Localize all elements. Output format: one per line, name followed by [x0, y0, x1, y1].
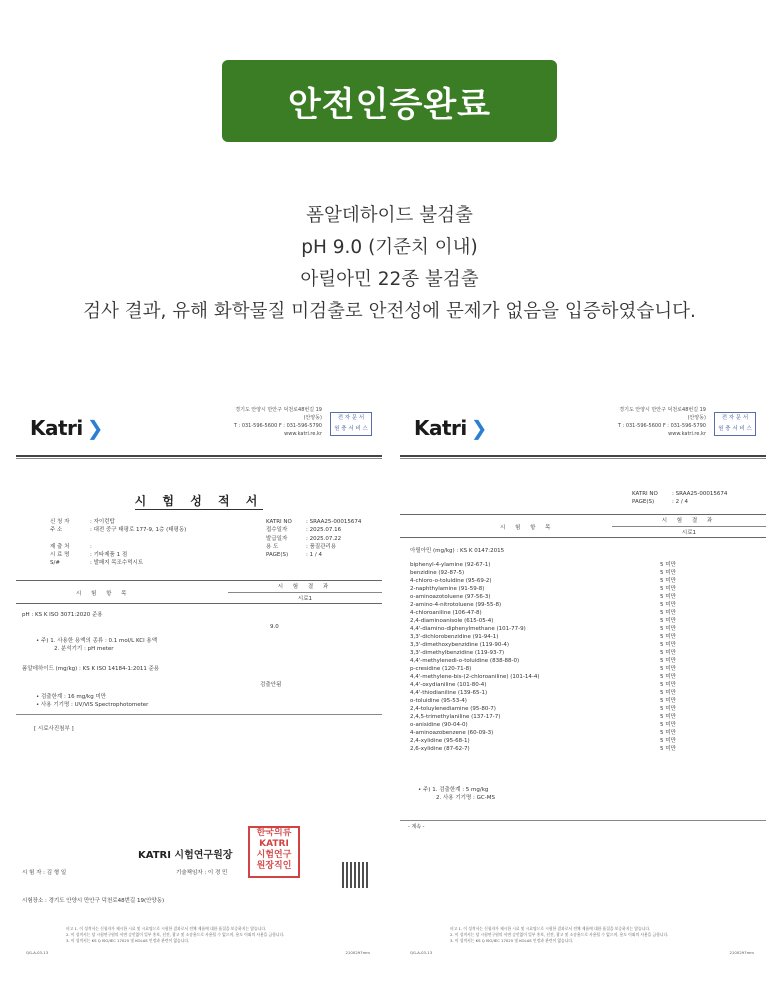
amine-row: o-toluidine (95-53-4) 5 미만: [410, 698, 676, 704]
summary-line: 폼알데하이드 불검출: [306, 205, 473, 226]
official-seal: 한국의류 KATRI 시험연구 원장직인: [248, 826, 300, 878]
report-info: [266, 518, 361, 559]
summary-line: 검사 결과, 유해 화학물질 미검출로 안전성에 문제가 없음을 입증하였습니다.: [83, 301, 696, 322]
info-row: S/# : 발패지 목조수먹시트: [50, 560, 144, 567]
amine-row: 4,4'-diamino-diphenylmethane (101-77-9) 5 미만: [410, 626, 676, 632]
info-row: [50, 535, 186, 543]
table-header: 시 험 항 목 시 험 결 과 시료1: [400, 514, 766, 538]
katri-logo: Katri ❯: [414, 416, 488, 440]
form-code: QG-A-03-13: [410, 950, 433, 955]
header-address: 경기도 안양시 만안구 덕천로48번길 19 (안양동) T : 031-596-5600 F : 031-596-5790 www.katri.re.kr: [233, 407, 322, 437]
e-document-stamp: 전 자 문 서 원 충 서 비 스: [330, 412, 372, 436]
amine-row: o-anisidine (90-04-0) 5 미만: [410, 722, 676, 728]
paper-size: 210X297mm: [729, 950, 754, 955]
amine-row: 2,4,5-trimethylaniline (137-17-7) 5 미만: [410, 714, 676, 720]
info-row: KATRI NO : SRAA25-00015674: [266, 519, 362, 525]
safety-cert-badge: 안전인증완료: [222, 60, 557, 142]
summary-line: pH 9.0 (기준치 이내): [301, 237, 478, 258]
amine-list: [410, 561, 766, 753]
director-signature: KATRI 시험연구원장: [138, 850, 233, 861]
paper-size: 210X297mm: [345, 950, 370, 955]
summary-text: [0, 200, 779, 328]
ph-note: 2. 분석기기 : pH meter: [54, 646, 114, 652]
info-row: 시 료 명 : 기타제품 1 점: [50, 552, 128, 559]
tech-manager: 기술책임자 : 이 경 민: [176, 870, 228, 876]
amine-row: 2,6-xylidine (87-62-7) 5 미만: [410, 746, 676, 752]
amine-row: 4-aminoazobenzene (60-09-3) 5 미만: [410, 730, 676, 736]
info-row: 발급일자 : 2025.07.22: [266, 535, 342, 542]
continued-label: - 계속 -: [408, 824, 425, 830]
katri-logo: Katri ❯: [30, 416, 104, 440]
info-row: 주 소 : 대전 중구 태평로 177-9, 1층 (태평동): [50, 527, 187, 534]
photo-label: [ 시료사진첨부 ]: [34, 726, 74, 732]
report-info: KATRI NO : SRAA25-00015674 PAGE(S) : 2 / 4: [632, 491, 728, 505]
qr-code-icon: [342, 862, 368, 888]
amine-row: p-cresidine (120-71-8) 5 미만: [410, 666, 676, 672]
amine-row: 2-naphthylamine (91-59-8) 5 미만: [410, 586, 676, 592]
footnotes: 비고 1. 이 성적서는 신청자가 제시한 시료 및 시료명으로 시험한 결과로서 전체 제품에 대한 품질을 보증하지는 않습니다. 2. 이 성적서는 당 시험연구원의 서면 승인없이 일부 홍보, 선전, 광고 및 소송용으로 사용될 수 없으며, 용도 이외의 사용을 금합니다. 3. 이 성적서는 KS Q ISO/IEC 17025 및 KOLAS 인정과 관련이 없습니다.: [450, 926, 669, 943]
info-row: 용 도 : 품질관리용: [266, 543, 337, 550]
test-report-page-1: [16, 398, 382, 968]
amine-row: 3,3'-dimethylbenzidine (119-93-7) 5 미만: [410, 650, 676, 656]
hcho-note: • 사용 기기명 : UV/VIS Spectrophotometer: [36, 702, 149, 708]
amine-row: 2,4-diaminoanisole (615-05-4) 5 미만: [410, 618, 676, 624]
hcho-label: 폼알데하이드 (mg/kg) : KS K ISO 14184-1:2011 준용: [22, 666, 160, 672]
amine-row: 4,4'-thiodianiline (139-65-1) 5 미만: [410, 690, 676, 696]
amine-row: 4-chloroaniline (106-47-8) 5 미만: [410, 610, 676, 616]
header-address: 경기도 안양시 만안구 덕천로48번길 19 (안양동) T : 031-596-5600 F : 031-596-5790 www.katri.re.kr: [617, 407, 706, 437]
info-row: 접수일자 : 2025.07.16: [266, 527, 342, 534]
amine-row: 4,4'-oxydianiline (101-80-4) 5 미만: [410, 682, 676, 688]
applicant-info: [50, 518, 186, 568]
amine-row: biphenyl-4-ylamine (92-67-1) 5 미만: [410, 562, 676, 568]
ph-value: 9.0: [270, 624, 279, 630]
form-code: QG-A-03-13: [26, 950, 49, 955]
ph-label: pH : KS K ISO 3071:2020 준용: [22, 612, 103, 618]
summary-line: 아릴아민 22종 불검출: [300, 269, 479, 290]
amine-row: 3,3'-dimethoxybenzidine (119-90-4) 5 미만: [410, 642, 676, 648]
e-document-stamp: 전 자 문 서 원 충 서 비 스: [714, 412, 756, 436]
tester: 시 험 자 : 김 형 일: [22, 870, 67, 876]
amine-row: 2,4-toluylenediamine (95-80-7) 5 미만: [410, 706, 676, 712]
info-row: PAGE(S) : 1 / 4: [266, 552, 322, 559]
amine-row: 3,3'-dichlorobenzidine (91-94-1) 5 미만: [410, 634, 676, 640]
amine-row: 4,4'-methylenedi-o-toluidine (838-88-0) 5 미만: [410, 658, 676, 664]
test-report-page-2: [400, 398, 766, 968]
info-row: 제 출 처 :: [50, 543, 92, 550]
footnotes: 비고 1. 이 성적서는 신청자가 제시한 시료 및 시료명으로 시험한 결과로서 전체 제품에 대한 품질을 보증하지는 않습니다. 2. 이 성적서는 당 시험연구원의 서면 승인없이 일부 홍보, 선전, 광고 및 소송용으로 사용될 수 없으며, 용도 이외의 사용을 금합니다. 3. 이 성적서는 KS Q ISO/IEC 17025 및 KOLAS 인정과 관련이 없습니다.: [66, 926, 285, 943]
info-row: 신 청 자 : 자이런탑: [50, 519, 115, 525]
amine-row: 4-chloro-o-toluidine (95-69-2) 5 미만: [410, 578, 676, 584]
amine-row: 2-amino-4-nitrotoluene (99-55-8) 5 미만: [410, 602, 676, 608]
hcho-value: 검출안됨: [260, 682, 282, 688]
report-title: 시 험 성 적 서: [134, 494, 264, 508]
amine-row: benzidine (92-87-5) 5 미만: [410, 570, 676, 576]
amine-row: 2,4-xylidine (95-68-1) 5 미만: [410, 738, 676, 744]
hcho-note: • 검출한계 : 16 mg/kg 미만: [36, 694, 107, 700]
amine-row: 4,4'-methylene-bis-(2-chloroaniline) (101-14-4) 5 미만: [410, 674, 676, 680]
amine-notes: • 주) 1. 검출한계 : 5 mg/kg 2. 사용 기기명 : GC-MS: [418, 787, 495, 801]
test-location: 시험장소 : 경기도 안양시 만안구 덕천로48번길 19(안양동): [22, 898, 165, 904]
amine-label: 아릴아민 (mg/kg) : KS K 0147:2015: [410, 548, 505, 554]
table-header: 시 험 항 목 시 험 결 과 시료1: [16, 580, 382, 604]
ph-note: • 주) 1. 사용한 용액의 종류 : 0.1 mol/L KCl 용액: [36, 638, 158, 644]
amine-row: o-aminoazotoluene (97-56-3) 5 미만: [410, 594, 676, 600]
